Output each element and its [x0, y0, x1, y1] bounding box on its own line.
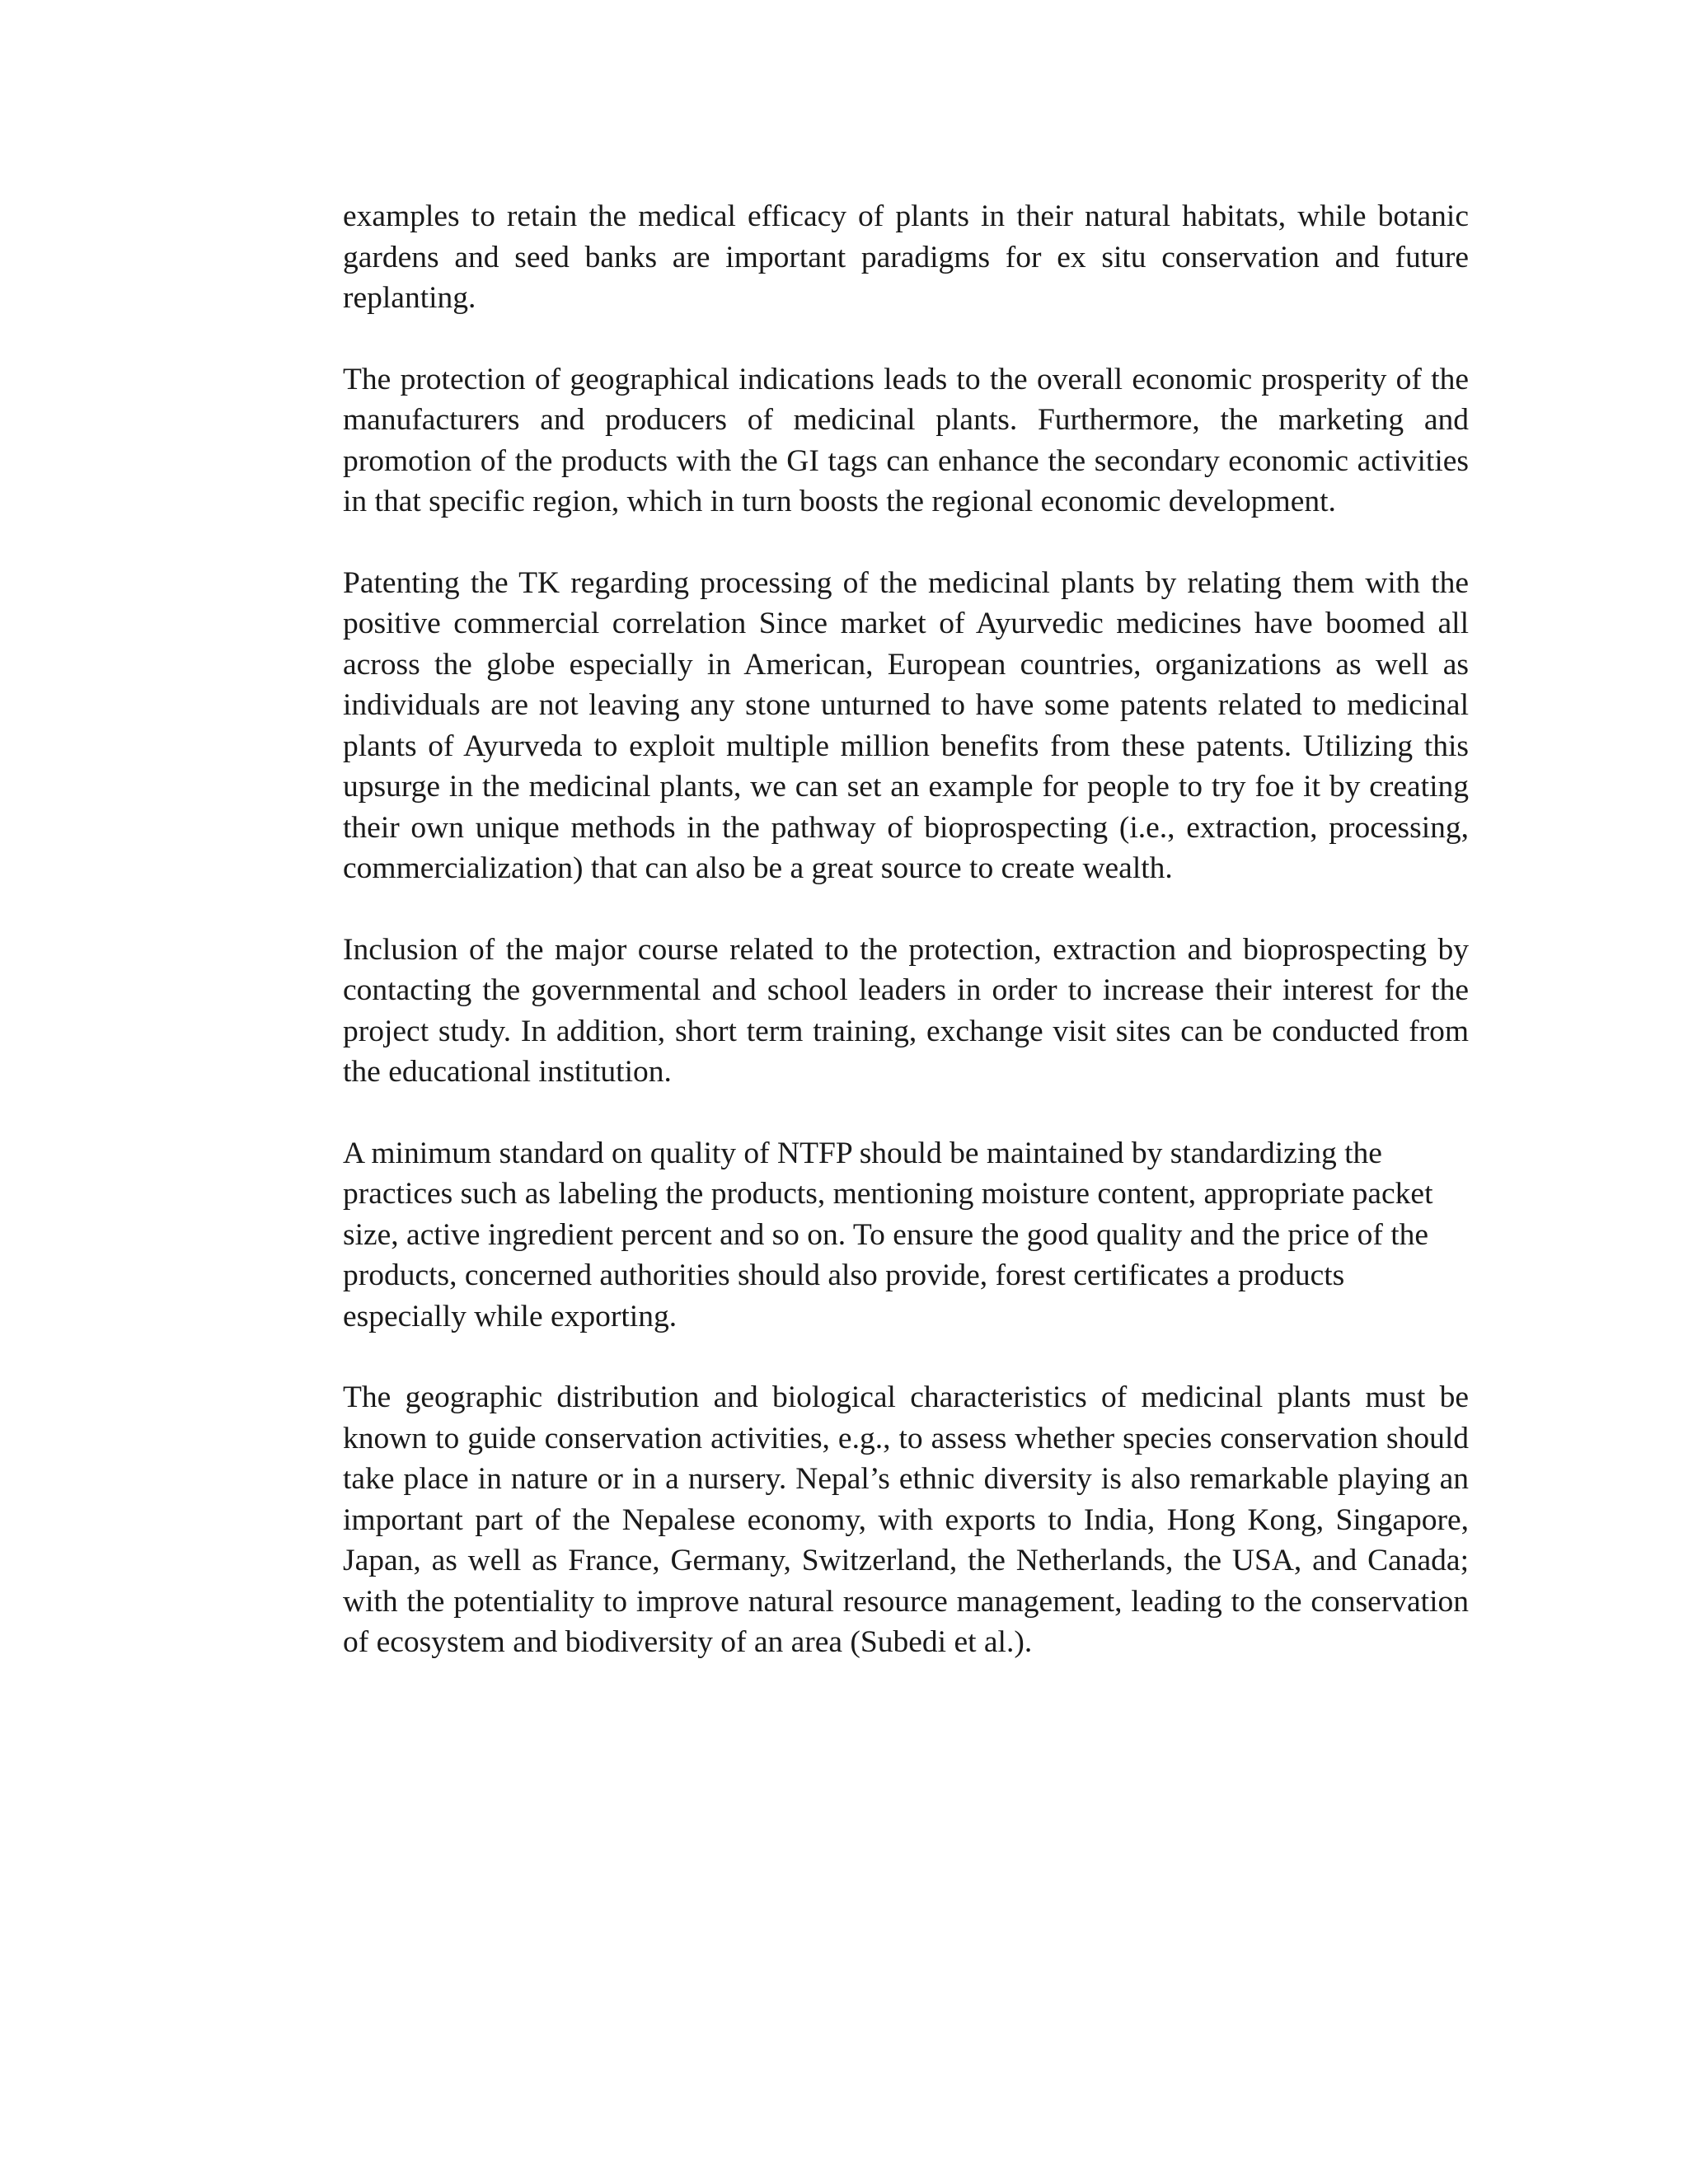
- paragraph-geographical-indications: The protection of geographical indications leads to the overall economic prosperity of the manufacturers and producers of medicinal plants. Furthermore, the marketing and promotion of the products with the GI tags can enhance the secondary economic activities in that specific region, which in turn boosts the regional economic development.: [343, 362, 1469, 518]
- paragraph-ntfp-standard: A minimum standard on quality of NTFP should be maintained by standardizing the practices such as labeling the products, mentioning moisture content, appropriate packet size, active ingredient percent and so on. To ensure the good quality and the price of the products, concerned authorities should also provide, forest certificates a products especially while exporting.: [343, 1136, 1433, 1333]
- paragraph-course-inclusion: Inclusion of the major course related to the protection, extraction and bioprospecting by contacting the governmental and school leaders in order to increase their interest for the project study. In addition, short term training, exchange visit sites can be conducted from the educational institution.: [343, 932, 1469, 1089]
- paragraph-conservation-examples: examples to retain the medical efficacy of plants in their natural habitats, while botanic gardens and seed banks are important paradigms for ex situ conservation and future replanting.: [343, 199, 1469, 315]
- document-body: [343, 196, 1469, 1704]
- paragraph-patenting-tk: Patenting the TK regarding processing of the medicinal plants by relating them with the positive commercial correlation Since market of Ayurvedic medicines have boomed all across the globe especially in American, European countries, organizations as well as individuals are not leaving any stone unturned to have some patents related to medicinal plants of Ayurveda to exploit multiple million benefits from these patents. Utilizing this upsurge in the medicinal plants, we can set an example for people to try foe it by creating their own unique methods in the pathway of bioprospecting (i.e., extraction, processing, commercialization) that can also be a great source to create wealth.: [343, 565, 1469, 885]
- paragraph-geographic-distribution: The geographic distribution and biological characteristics of medicinal plants must be known to guide conservation activities, e.g., to assess whether species conservation should take place in nature or in a nursery. Nepal’s ethnic diversity is also remarkable playing an important part of the Nepalese economy, with exports to India, Hong Kong, Singapore, Japan, as well as France, Germany, Switzerland, the Netherlands, the USA, and Canada; with the potentiality to improve natural resource management, leading to the conservation of ecosystem and biodiversity of an area (Subedi et al.).: [343, 1380, 1469, 1659]
